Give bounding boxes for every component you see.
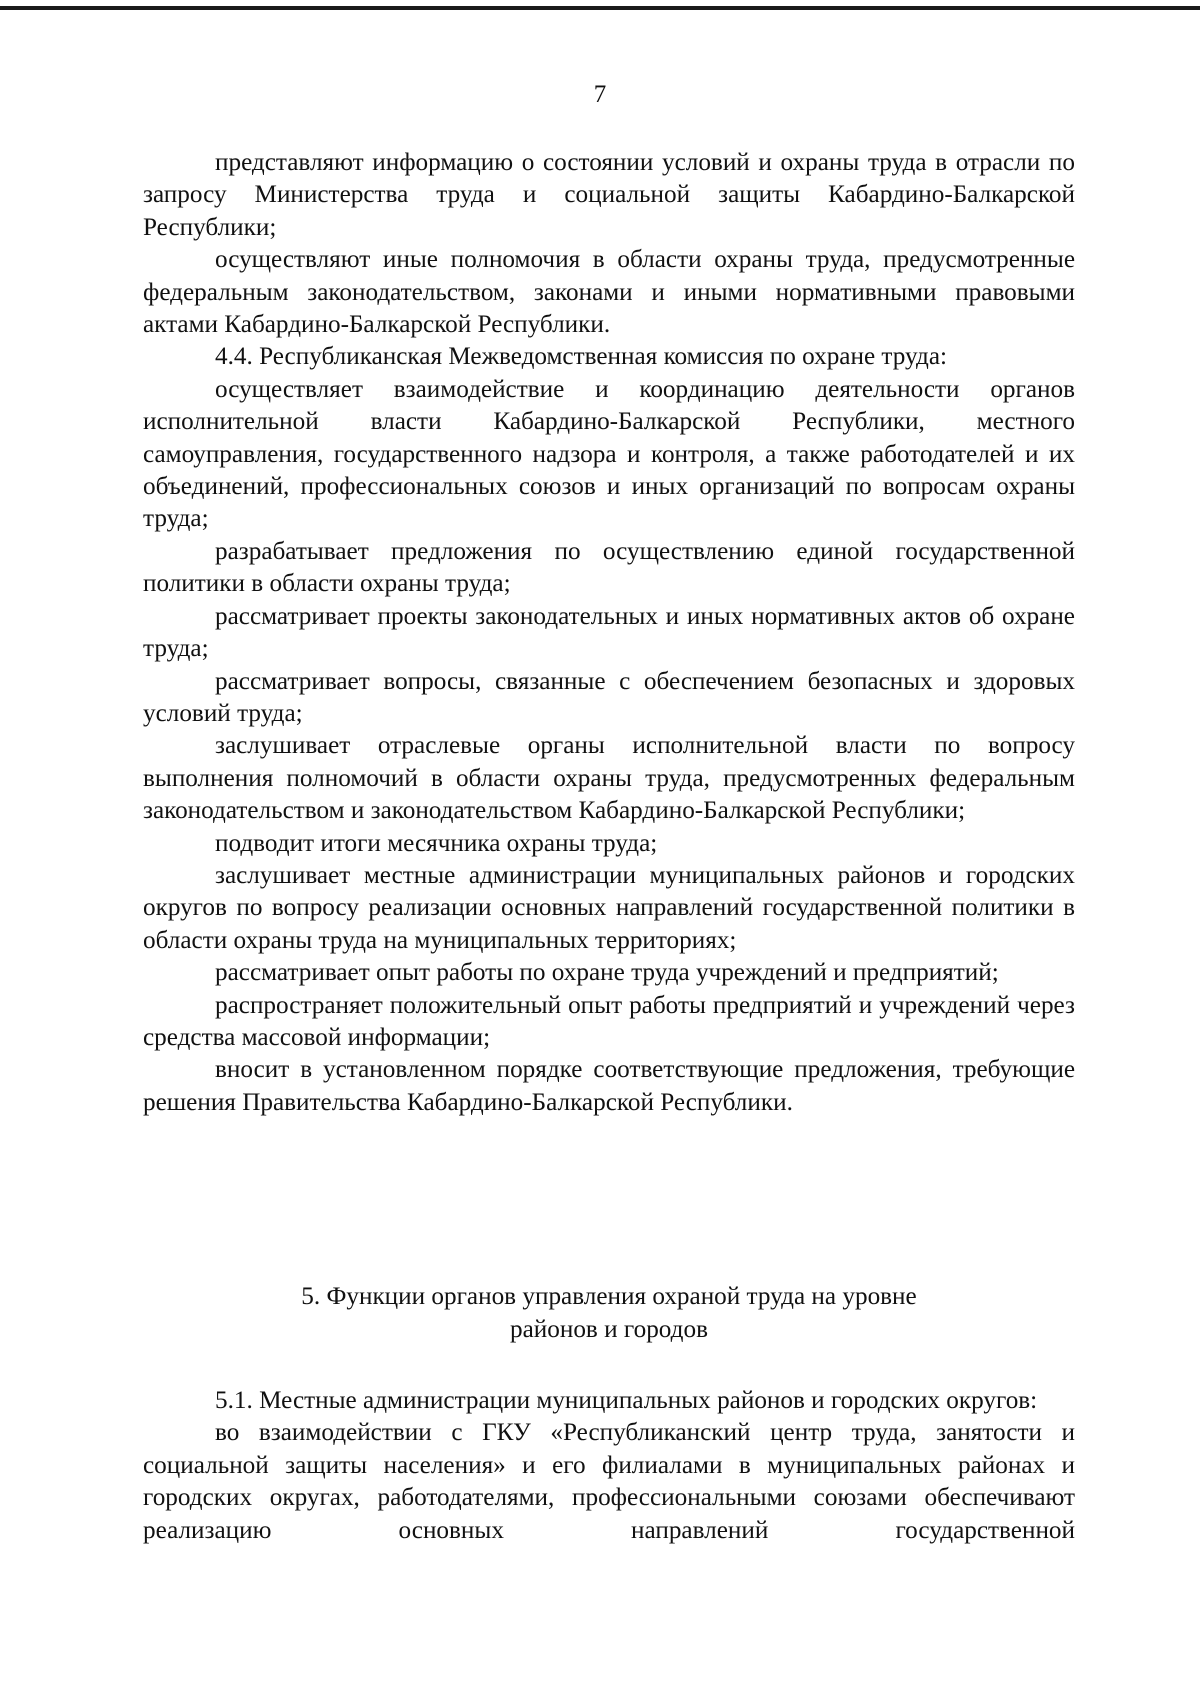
page-number: 7 <box>593 81 607 108</box>
paragraph: подводит итоги месячника охраны труда; <box>215 829 658 857</box>
paragraph: заслушивает отраслевые органы исполнительной власти по вопросу выполнения полномочий в области охраны труда, предусмотренных федеральным законодательством и законодательством Кабардино-Балкарской Республики; <box>143 732 1075 825</box>
paragraph: осуществляет взаимодействие и координацию деятельности органов исполнительной власти Кабардино-Балкарской Республики, местного самоуправления, государственного надзора и контроля, а также работодателей и их объединений, профессиональных союзов и иных организаций по вопросам охраны труда; <box>143 375 1075 533</box>
section-heading-line-1: 5. Функции органов управления охраной труда на уровне <box>301 1283 917 1310</box>
paragraph-clause-4-4: 4.4. Республиканская Межведомственная комиссия по охране труда: <box>215 343 948 371</box>
section-heading-line-2: районов и городов <box>510 1316 708 1343</box>
paragraph: разрабатывает предложения по осуществлению единой государственной политики в области охраны труда; <box>143 537 1075 598</box>
body-text-bottom <box>143 1385 1075 1547</box>
paragraph: во взаимодействии с ГКУ «Республиканский центр труда, занятости и социальной защиты населения» и его филиалами в муниципальных районах и городских округах, работодателями, профессиональными союзами обеспечивают реализацию основных направлений государственной <box>143 1419 1075 1544</box>
paragraph: вносит в установленном порядке соответствующие предложения, требующие решения Правительства Кабардино-Балкарской Республики. <box>143 1056 1075 1116</box>
paragraph: осуществляют иные полномочия в области охраны труда, предусмотренные федеральным законодательством, законами и иными нормативными правовыми актами Кабардино-Балкарской Республики. <box>143 246 1075 339</box>
paragraph: представляют информацию о состоянии условий и охраны труда в отрасли по запросу Министерства труда и социальной защиты Кабардино-Балкарской Республики; <box>143 149 1075 241</box>
top-border-line <box>0 6 1200 10</box>
paragraph: рассматривает опыт работы по охране труда учреждений и предприятий; <box>215 959 999 987</box>
paragraph: распространяет положительный опыт работы предприятий и учреждений через средства массовой информации; <box>143 991 1075 1051</box>
section-heading <box>143 1280 1075 1346</box>
paragraph-clause-5-1: 5.1. Местные администрации муниципальных районов и городских округов: <box>215 1387 1038 1414</box>
paragraph: рассматривает проекты законодательных и иных нормативных актов об охране труда; <box>143 602 1075 663</box>
paragraph: рассматривает вопросы, связанные с обеспечением безопасных и здоровых условий труда; <box>143 667 1075 727</box>
body-text-top <box>143 147 1075 1119</box>
paragraph: заслушивает местные администрации муниципальных районов и городских округов по вопросу реализации основных направлений государственной политики в области охраны труда на муниципальных территориях; <box>143 861 1075 954</box>
